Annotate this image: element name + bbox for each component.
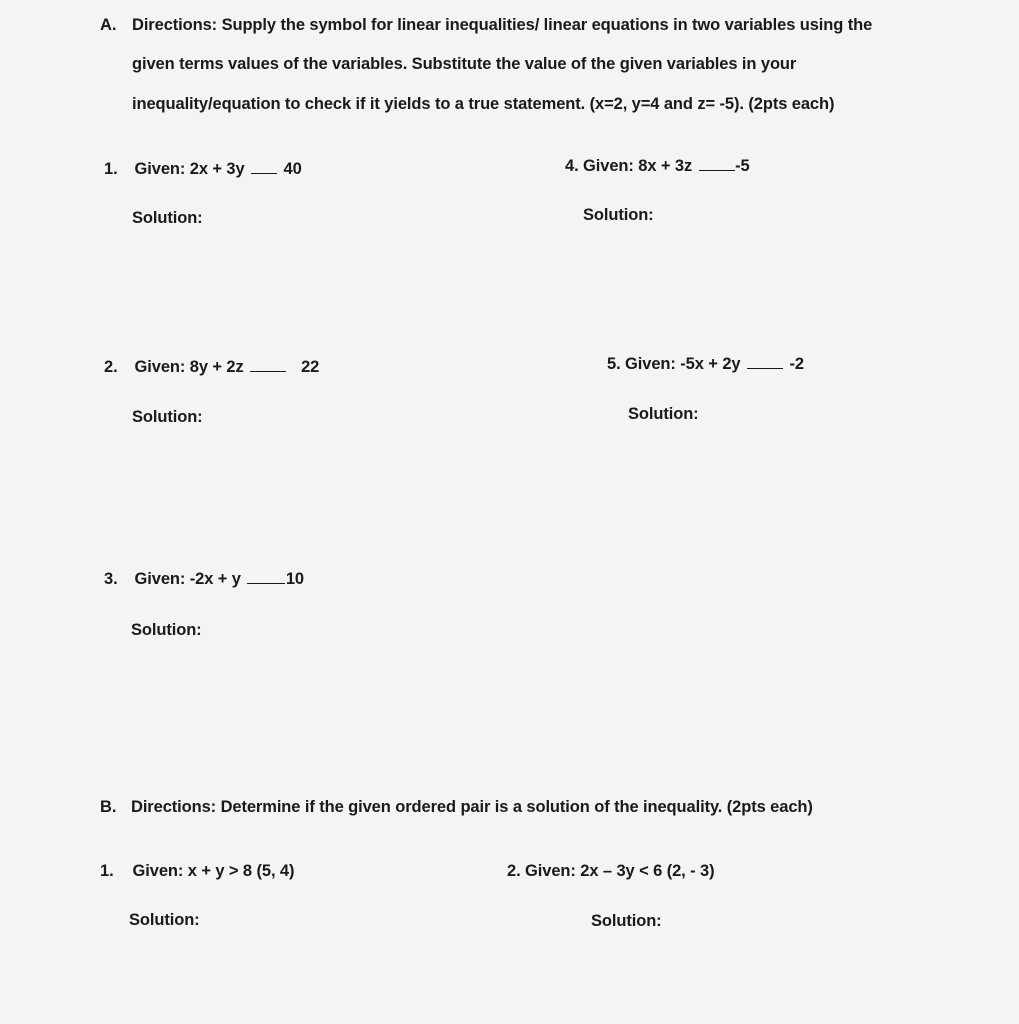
b-item-1-number: 1. [100, 862, 114, 880]
a-item-4-number: 4. [565, 157, 579, 175]
a-item-3-number: 3. [104, 570, 118, 588]
a-item-1-rhs: 40 [283, 160, 302, 178]
a-item-4-rhs: -5 [735, 157, 750, 175]
a-item-2-given: Given: 8y + 2z [134, 358, 244, 376]
b-item-2-number: 2. [507, 862, 521, 880]
section-a-directions-line-1: Directions: Supply the symbol for linear inequalities/ linear equations in two variables using the [132, 16, 873, 34]
section-a-directions-line-2: given terms values of the variables. Substitute the value of the given variables in your [132, 55, 797, 73]
a-item-5-given: Given: -5x + 2y [625, 355, 741, 373]
a-item-1-given: Given: 2x + 3y [134, 160, 245, 178]
a-item-2-rhs: 22 [301, 358, 320, 376]
section-a-letter: A. [100, 16, 117, 34]
b-item-1-solution: Solution: [129, 911, 200, 929]
a-item-2-blank[interactable] [250, 370, 286, 372]
b-item-1-given: Given: x + y > 8 (5, 4) [132, 862, 295, 880]
a-item-4-blank[interactable] [699, 169, 735, 171]
a-item-2 [104, 358, 319, 377]
a-item-4-given: Given: 8x + 3z [583, 157, 693, 175]
a-item-1-blank[interactable] [251, 172, 277, 174]
a-item-5-solution: Solution: [628, 405, 699, 423]
a-item-4-solution: Solution: [583, 206, 654, 224]
a-item-1 [104, 160, 302, 179]
a-item-3 [104, 570, 304, 589]
a-item-1-number: 1. [104, 160, 118, 178]
b-item-2-given: Given: 2x – 3y < 6 (2, - 3) [525, 862, 715, 880]
a-item-3-blank[interactable] [247, 582, 285, 584]
section-b-letter: B. [100, 798, 117, 816]
section-a-directions-line-3: inequality/equation to check if it yields to a true statement. (x=2, y=4 and z= -5). (2pts each) [132, 95, 835, 113]
a-item-3-rhs: 10 [285, 570, 305, 588]
a-item-1-solution: Solution: [132, 209, 203, 227]
a-item-5-rhs: -2 [789, 355, 804, 373]
a-item-2-solution: Solution: [132, 408, 203, 426]
b-item-2 [507, 862, 714, 881]
b-item-1 [100, 862, 294, 881]
a-item-4 [565, 157, 750, 176]
a-item-5-number: 5. [607, 355, 621, 373]
a-item-2-number: 2. [104, 358, 118, 376]
a-item-3-solution: Solution: [131, 621, 202, 639]
a-item-5-blank[interactable] [747, 367, 783, 369]
a-item-5 [607, 355, 804, 374]
b-item-2-solution: Solution: [591, 912, 662, 930]
a-item-3-given: Given: -2x + y [134, 570, 241, 588]
section-b-directions: Directions: Determine if the given ordered pair is a solution of the inequality. (2pts each) [131, 798, 813, 816]
